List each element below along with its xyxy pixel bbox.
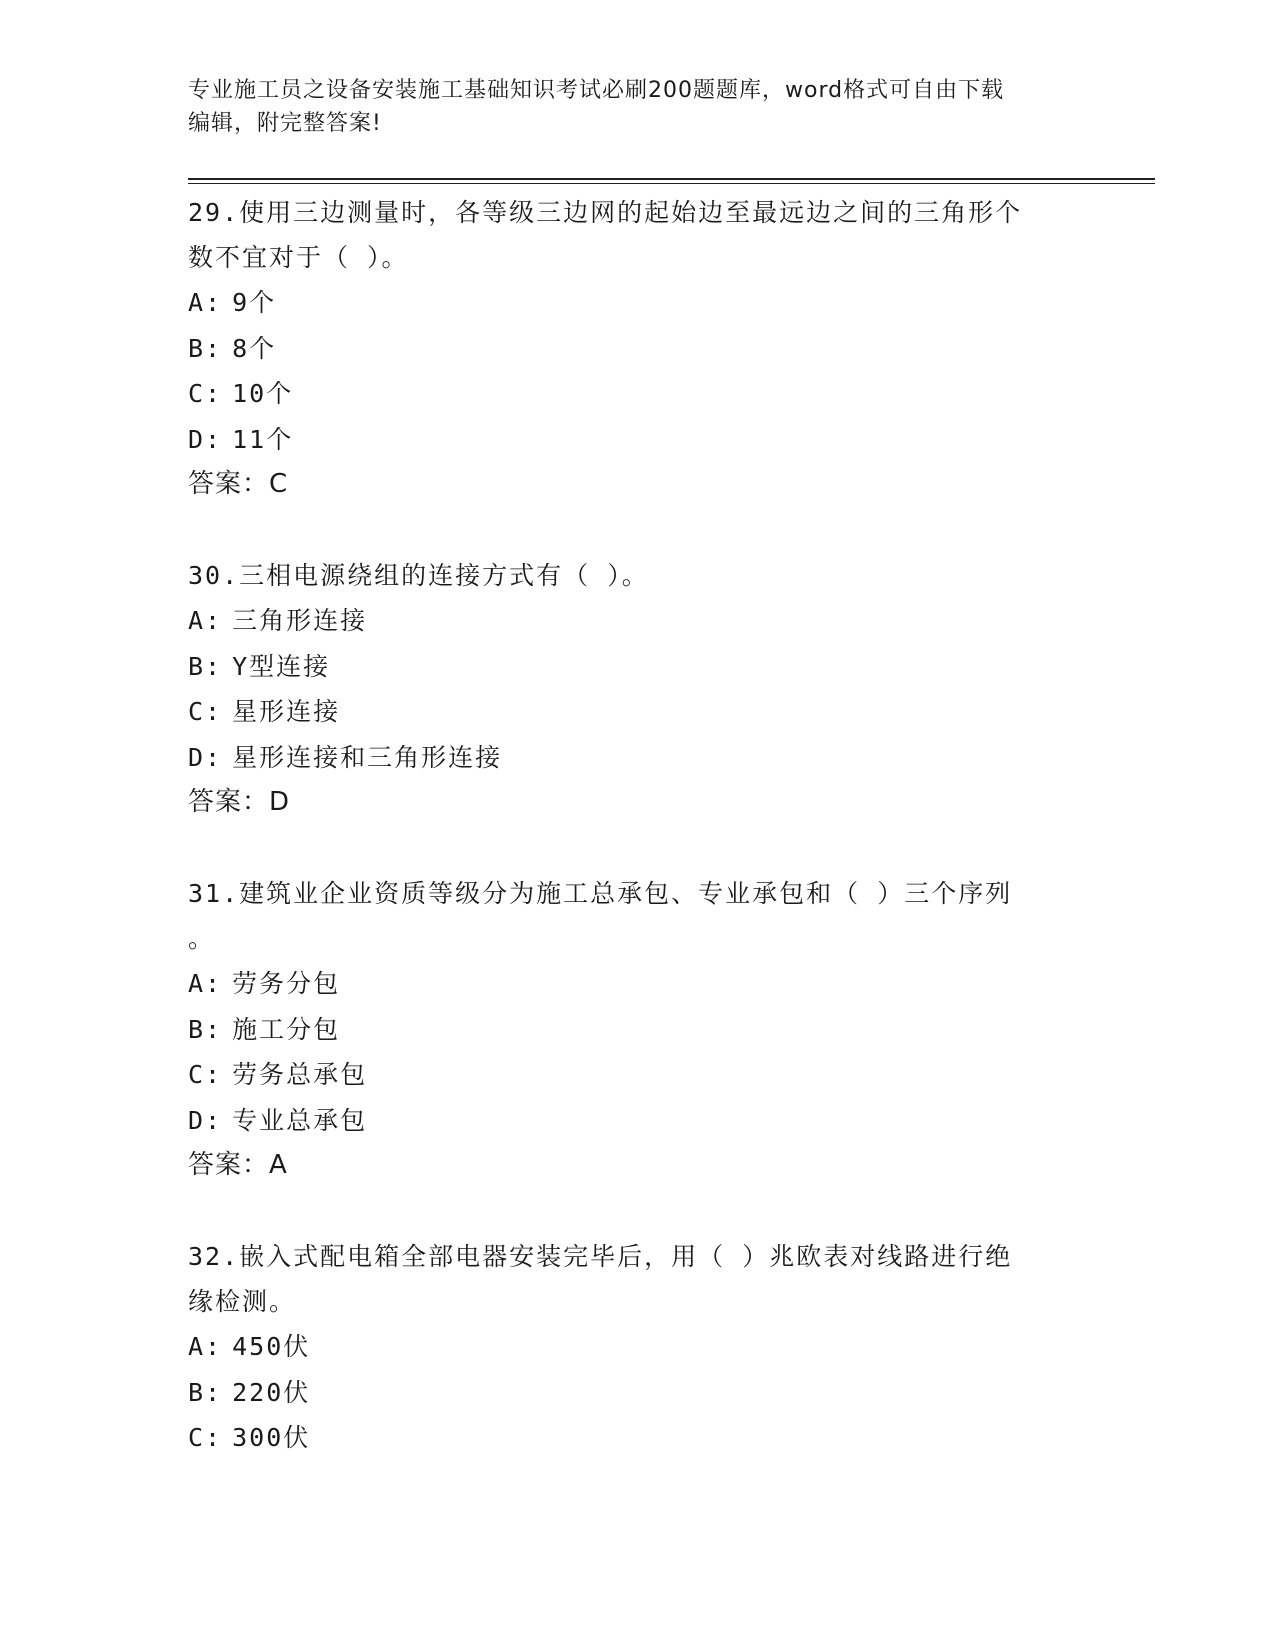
option-a — [188, 280, 1088, 326]
option-d — [188, 1098, 1088, 1144]
option-a — [188, 961, 1088, 1007]
option-letter: C: — [188, 697, 223, 726]
option-text: 10个 — [232, 379, 294, 408]
option-c — [188, 1052, 1088, 1098]
option-letter: C: — [188, 1060, 223, 1089]
option-c — [188, 1415, 1088, 1461]
option-text: 8个 — [232, 333, 277, 363]
option-d — [188, 417, 1088, 463]
option-text: 11个 — [232, 424, 294, 454]
option-letter: A: — [188, 969, 223, 998]
option-text: 劳务总承包 — [232, 1060, 368, 1089]
option-letter: D: — [188, 1105, 223, 1135]
option-letter: D: — [188, 742, 223, 772]
option-text: 450伏 — [232, 1332, 311, 1361]
option-letter: B: — [188, 1014, 223, 1044]
option-c — [188, 689, 1088, 735]
option-c — [188, 371, 1088, 417]
answer-line: 答案：D — [188, 787, 291, 817]
question-title-line: 29.使用三边测量时，各等级三边网的起始边至最远边之间的三角形个 — [188, 198, 1023, 227]
question-29 — [188, 190, 1088, 507]
option-b — [188, 1370, 1088, 1416]
option-b — [188, 1007, 1088, 1053]
option-a — [188, 1324, 1088, 1370]
option-text: 劳务分包 — [232, 969, 341, 998]
question-title-line: 。 — [188, 924, 216, 953]
option-a — [188, 598, 1088, 644]
header-divider-thick — [188, 178, 1155, 180]
question-32 — [188, 1234, 1088, 1461]
question-31 — [188, 871, 1088, 1188]
question-list — [188, 190, 1088, 1507]
option-letter: C: — [188, 379, 223, 408]
option-text: 星形连接和三角形连接 — [232, 742, 503, 772]
option-text: 300伏 — [232, 1423, 311, 1452]
option-text: 施工分包 — [232, 1014, 341, 1044]
option-text: 三角形连接 — [232, 606, 368, 635]
option-letter: B: — [188, 1377, 223, 1407]
header-line-1: 专业施工员之设备安装施工基础知识考试必刷200题题库，word格式可自由下载 — [188, 78, 1005, 103]
question-30 — [188, 553, 1088, 825]
option-text: 星形连接 — [232, 697, 341, 726]
question-title-line: 缘检测。 — [188, 1287, 297, 1316]
option-letter: D: — [188, 424, 223, 454]
option-letter: A: — [188, 606, 223, 635]
question-title-line: 30.三相电源绕组的连接方式有（ ）。 — [188, 561, 649, 590]
header-line-2: 编辑，附完整答案! — [188, 111, 382, 136]
option-text: 9个 — [232, 288, 277, 317]
answer-line: 答案：A — [188, 1150, 288, 1180]
option-letter: C: — [188, 1423, 223, 1452]
option-b — [188, 326, 1088, 372]
option-d — [188, 735, 1088, 781]
option-text: 220伏 — [232, 1377, 311, 1407]
option-b — [188, 644, 1088, 690]
question-title-line: 数不宜对于（ ）。 — [188, 243, 409, 272]
header-divider-thin — [188, 183, 1155, 184]
option-text: Y型连接 — [232, 651, 331, 681]
option-letter: A: — [188, 288, 223, 317]
option-text: 专业总承包 — [232, 1105, 368, 1135]
option-letter: B: — [188, 651, 223, 681]
question-title-line: 31.建筑业企业资质等级分为施工总承包、专业承包和（ ）三个序列 — [188, 879, 1013, 908]
option-letter: B: — [188, 333, 223, 363]
answer-line: 答案：C — [188, 469, 289, 499]
option-letter: A: — [188, 1332, 223, 1361]
question-title-line: 32.嵌入式配电箱全部电器安装完毕后，用（ ）兆欧表对线路进行绝 — [188, 1242, 1013, 1271]
document-header — [188, 74, 1088, 140]
